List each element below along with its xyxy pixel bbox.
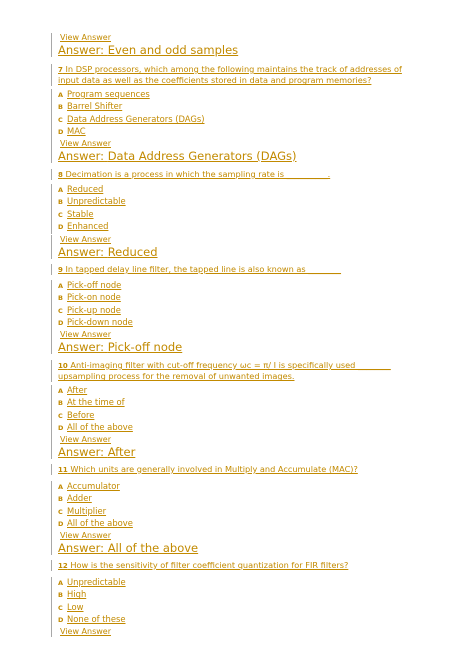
question-12 — [51, 560, 418, 571]
view-answer-link[interactable]: View Answer — [60, 435, 111, 444]
answer-text: Answer: Data Address Generators (DAGs) — [58, 149, 297, 163]
answer-block-8 — [51, 235, 158, 259]
answer-text: Answer: Pick-off node — [58, 340, 183, 354]
answer-block-11 — [51, 531, 198, 555]
question-text[interactable]: 8 Decimation is a process in which the sampling rate is __________. — [58, 169, 331, 179]
question-10 — [51, 360, 418, 382]
answer-text: Answer: Even and odd samples — [58, 43, 239, 57]
option-d[interactable]: D All of the above — [58, 422, 133, 433]
options-11 — [51, 481, 133, 531]
question-text[interactable]: 7 In DSP processors, which among the following maintains the track of addresses of input data as well as the coefficients stored in data and program memories? — [58, 64, 402, 86]
option-c[interactable]: C Data Address Generators (DAGs) — [58, 113, 205, 124]
option-a[interactable]: A Reduced — [58, 184, 104, 194]
option-b[interactable]: B Unpredictable — [58, 196, 126, 207]
option-b[interactable]: B At the time of — [58, 397, 125, 408]
view-answer-link[interactable]: View Answer — [60, 627, 111, 636]
question-text[interactable]: 12 How is the sensitivity of filter coefficient quantization for FIR filters? — [58, 560, 349, 570]
options-12 — [51, 577, 126, 627]
answer-block-7 — [51, 139, 297, 163]
option-c[interactable]: C Stable — [58, 208, 94, 219]
options-7 — [51, 89, 205, 139]
answer-text: Answer: After — [58, 445, 136, 459]
question-text[interactable]: 11 Which units are generally involved in Multiply and Accumulate (MAC)? — [58, 464, 358, 474]
option-c[interactable]: C Low — [58, 601, 84, 612]
question-8 — [51, 169, 418, 180]
options-10 — [51, 385, 133, 435]
answer-block-12 — [51, 627, 111, 637]
option-d[interactable]: D All of the above — [58, 518, 133, 529]
option-a[interactable]: A Program sequences — [58, 89, 150, 99]
option-a[interactable]: A Unpredictable — [58, 577, 126, 587]
question-text[interactable]: 10 Anti-imaging filter with cut-off frequency ωc = π/ I is specifically used ________ upsampling process for the removal of unwanted images. — [58, 360, 391, 382]
view-answer-link[interactable]: View Answer — [60, 235, 111, 244]
option-d[interactable]: D MAC — [58, 126, 86, 137]
answer-block-6 — [51, 33, 238, 57]
option-c[interactable]: C Pick-up node — [58, 304, 121, 315]
question-11 — [51, 464, 418, 475]
option-d[interactable]: D None of these — [58, 614, 126, 625]
question-7 — [51, 64, 418, 86]
option-a[interactable]: A Pick-off node — [58, 280, 122, 290]
answer-text: Answer: Reduced — [58, 245, 158, 259]
option-b[interactable]: B Pick-on node — [58, 292, 121, 303]
option-c[interactable]: C Before — [58, 409, 95, 420]
option-d[interactable]: D Pick-down node — [58, 317, 133, 328]
answer-text: Answer: All of the above — [58, 541, 199, 555]
option-c[interactable]: C Multiplier — [58, 505, 107, 516]
answer-block-10 — [51, 435, 135, 459]
option-d[interactable]: D Enhanced — [58, 221, 109, 232]
view-answer-link[interactable]: View Answer — [60, 531, 111, 540]
option-a[interactable]: A Accumulator — [58, 481, 120, 491]
option-b[interactable]: B Adder — [58, 493, 92, 504]
answer-block-9 — [51, 330, 182, 354]
option-a[interactable]: A After — [58, 385, 88, 395]
view-answer-link[interactable]: View Answer — [60, 33, 111, 42]
option-b[interactable]: B Barrel Shifter — [58, 101, 123, 112]
view-answer-link[interactable]: View Answer — [60, 330, 111, 339]
option-b[interactable]: B High — [58, 589, 87, 600]
question-9 — [51, 264, 418, 275]
options-8 — [51, 184, 126, 234]
question-text[interactable]: 9 In tapped delay line filter, the tapped line is also known as ________ — [58, 264, 342, 274]
view-answer-link[interactable]: View Answer — [60, 139, 111, 148]
options-9 — [51, 280, 133, 330]
